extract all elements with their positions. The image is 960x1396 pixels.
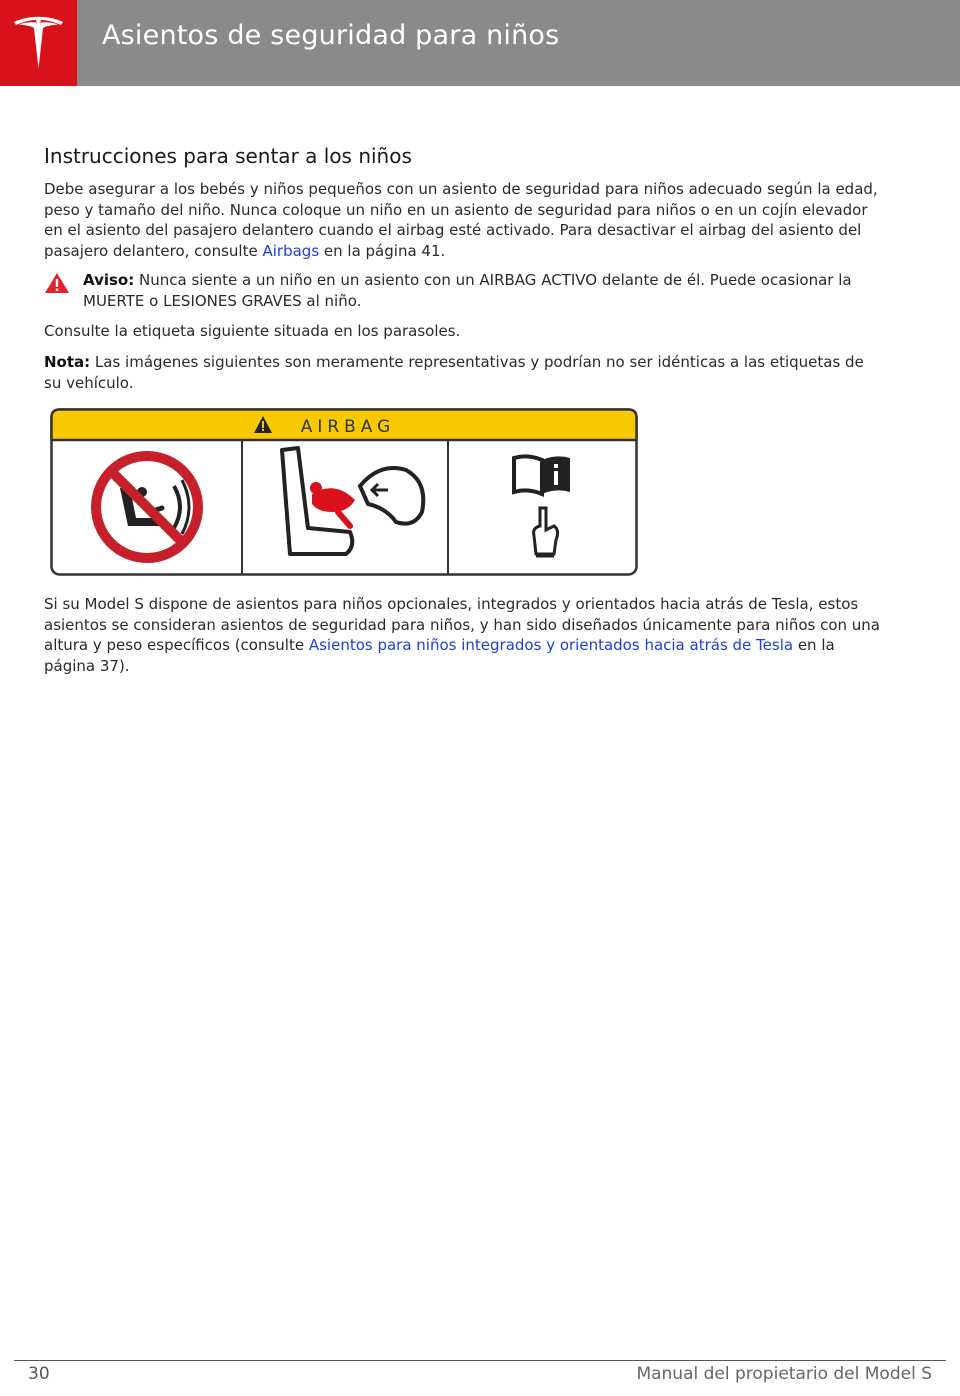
note-paragraph xyxy=(44,352,880,393)
page-header xyxy=(0,0,960,86)
warning-body: Nunca siente a un niño en un asiento con un AIRBAG ACTIVO delante de él. Puede ocasionar la MUERTE o LESIONES GRAVES al niño. xyxy=(83,271,852,310)
consult-paragraph: Consulte la etiqueta siguiente situada en los parasoles. xyxy=(44,322,461,340)
warning-triangle-icon xyxy=(44,272,70,294)
airbag-warning-label xyxy=(50,408,638,576)
integrated-seats-paragraph xyxy=(44,594,880,676)
footer-divider xyxy=(14,1360,946,1361)
integrated-seats-link[interactable]: Asientos para niños integrados y orientados hacia atrás de Tesla xyxy=(308,636,794,654)
note-text: Las imágenes siguientes son meramente representativas y podrían no ser idénticas a las etiquetas de su vehículo. xyxy=(44,353,864,392)
page-title: Asientos de seguridad para niños xyxy=(102,20,560,51)
note-label: Nota: xyxy=(44,353,91,371)
intro-paragraph xyxy=(44,179,880,261)
page-number: 30 xyxy=(28,1364,50,1384)
intro-end-text: en la página 41. xyxy=(319,241,446,260)
airbag-title: AIRBAG xyxy=(300,417,396,437)
integrated-text: Si su Model S dispone de asientos para niños opcionales, integrados y orientados hacia atrás de Tesla, estos asientos se consideran asientos de seguridad para niños, y han sido diseñados únicamente para niños con una altura y peso específicos (consulte xyxy=(44,595,881,654)
manual-title: Manual del propietario del Model S xyxy=(636,1364,932,1384)
tesla-logo-icon xyxy=(12,16,65,70)
airbags-link[interactable]: Airbags xyxy=(262,241,320,260)
warning-label: Aviso: xyxy=(83,271,135,289)
integrated-end-text: en la página 37). xyxy=(44,636,835,675)
warning-text xyxy=(83,270,873,311)
tesla-logo xyxy=(0,0,77,86)
section-title: Instrucciones para sentar a los niños xyxy=(44,144,412,168)
intro-text: Debe asegurar a los bebés y niños pequeños con un asiento de seguridad para niños adecuado según la edad, peso y tamaño del niño. Nunca coloque un niño en un asiento de seguridad para niños o en un cojín elevador en el asiento del pasajero delantero cuando el airbag esté activado. Para desactivar el airbag del asiento del pasajero delantero, consulte xyxy=(44,180,878,260)
